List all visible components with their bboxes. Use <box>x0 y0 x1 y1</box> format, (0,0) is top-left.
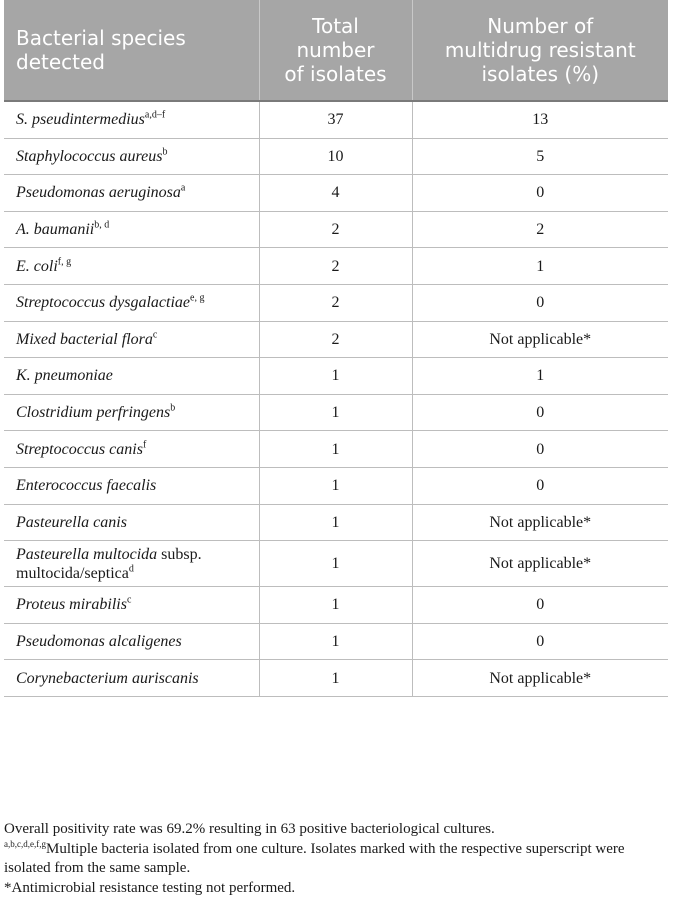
mdr-cell: Not applicable* <box>412 541 668 587</box>
table-row <box>4 321 668 358</box>
species-sup: f, g <box>57 256 72 268</box>
total-cell: 1 <box>259 394 412 431</box>
table-row <box>4 541 668 587</box>
species-name: Clostridium perfringens <box>16 404 171 422</box>
species-cell <box>4 660 259 697</box>
species-name: Enterococcus faecalis <box>16 477 157 495</box>
species-cell <box>4 101 259 138</box>
species-name: Pseudomonas alcaligenes <box>16 633 182 651</box>
species-name: Pseudomonas aeruginosa <box>16 184 181 202</box>
header-species <box>4 0 259 101</box>
table-row <box>4 101 668 138</box>
mdr-cell: 0 <box>412 175 668 212</box>
mdr-cell: 0 <box>412 394 668 431</box>
table-row <box>4 504 668 541</box>
total-cell: 2 <box>259 284 412 321</box>
mdr-cell: 2 <box>412 211 668 248</box>
species-name: K. pneumoniae <box>16 367 113 385</box>
mdr-cell: 13 <box>412 101 668 138</box>
footnote-multiple-text: Multiple bacteria isolated from one culture. Isolates marked with the respective superscript were isolated from the same sample. <box>4 840 625 876</box>
species-cell <box>4 138 259 175</box>
table-row <box>4 431 668 468</box>
species-name: Proteus mirabilis <box>16 596 127 614</box>
species-name: Corynebacterium auriscanis <box>16 669 199 687</box>
mdr-cell: 0 <box>412 467 668 504</box>
mdr-cell: 0 <box>412 587 668 624</box>
header-mdr <box>412 0 668 101</box>
species-extra: subsp. multocida/septica <box>16 545 202 582</box>
total-cell: 2 <box>259 248 412 285</box>
species-cell <box>4 394 259 431</box>
table-row <box>4 284 668 321</box>
total-cell: 2 <box>259 211 412 248</box>
table-row <box>4 587 668 624</box>
total-cell: 1 <box>259 504 412 541</box>
header-total-line: number <box>296 38 375 62</box>
species-cell <box>4 587 259 624</box>
species-name: A. baumanii <box>16 221 95 239</box>
total-cell: 1 <box>259 541 412 587</box>
total-cell: 1 <box>259 467 412 504</box>
species-cell <box>4 175 259 212</box>
footnote-multiple <box>4 840 668 879</box>
species-sup: b <box>170 402 176 414</box>
species-cell <box>4 321 259 358</box>
total-cell: 2 <box>259 321 412 358</box>
mdr-cell: 0 <box>412 623 668 660</box>
species-sup: a,d–f <box>144 109 166 121</box>
species-cell <box>4 467 259 504</box>
table-row <box>4 467 668 504</box>
table-footnotes <box>4 820 668 898</box>
table-row <box>4 248 668 285</box>
footnote-asterisk: *Antimicrobial resistance testing not performed. <box>4 879 296 896</box>
species-cell <box>4 431 259 468</box>
table-header-row <box>4 0 668 101</box>
table-row <box>4 623 668 660</box>
table-row <box>4 211 668 248</box>
species-name: Staphylococcus aureus <box>16 147 163 165</box>
species-name: Streptococcus dysgalactiae <box>16 294 191 312</box>
mdr-cell: 1 <box>412 248 668 285</box>
species-cell <box>4 504 259 541</box>
species-name: Pasteurella multocida <box>16 545 158 563</box>
header-mdr-line: Number of <box>487 14 594 38</box>
species-cell <box>4 211 259 248</box>
table-row <box>4 394 668 431</box>
header-total <box>259 0 412 101</box>
species-name: Streptococcus canis <box>16 440 143 458</box>
species-sup: a <box>180 183 186 195</box>
mdr-cell: Not applicable* <box>412 504 668 541</box>
species-sup: e, g <box>190 292 205 304</box>
species-name: Mixed bacterial flora <box>16 330 153 348</box>
table-row <box>4 175 668 212</box>
table-row <box>4 138 668 175</box>
mdr-cell: 1 <box>412 358 668 395</box>
species-sup: b, d <box>94 219 110 231</box>
species-sup: c <box>126 595 132 607</box>
mdr-cell: 0 <box>412 431 668 468</box>
footnote-multiple-sup: a,b,c,d,e,f,g <box>4 838 46 849</box>
header-species-line: Bacterial species <box>16 26 186 50</box>
header-mdr-line: multidrug resistant <box>444 38 636 62</box>
total-cell: 1 <box>259 587 412 624</box>
species-cell <box>4 541 259 587</box>
total-cell: 1 <box>259 623 412 660</box>
mdr-cell: 0 <box>412 284 668 321</box>
total-cell: 37 <box>259 101 412 138</box>
mdr-cell: Not applicable* <box>412 321 668 358</box>
species-cell <box>4 623 259 660</box>
species-cell <box>4 284 259 321</box>
header-total-line: Total <box>312 14 359 38</box>
total-cell: 1 <box>259 431 412 468</box>
total-cell: 4 <box>259 175 412 212</box>
total-cell: 1 <box>259 660 412 697</box>
species-sup: c <box>152 329 158 341</box>
species-sup: b <box>162 146 168 158</box>
table-row <box>4 358 668 395</box>
species-sup: d <box>128 563 134 575</box>
species-name: S. pseudintermedius <box>16 111 145 129</box>
species-cell <box>4 248 259 285</box>
bacteria-table <box>4 0 668 697</box>
header-species-line: detected <box>16 50 105 74</box>
header-total-line: of isolates <box>284 62 387 86</box>
table-row <box>4 660 668 697</box>
species-name: E. coli <box>16 257 58 275</box>
species-name: Pasteurella canis <box>16 513 127 531</box>
header-mdr-line: isolates (%) <box>481 62 600 86</box>
species-cell <box>4 358 259 395</box>
mdr-cell: Not applicable* <box>412 660 668 697</box>
total-cell: 10 <box>259 138 412 175</box>
footnote-positivity: Overall positivity rate was 69.2% resulting in 63 positive bacteriological cultures. <box>4 821 495 837</box>
species-sup: f <box>142 439 147 451</box>
mdr-cell: 5 <box>412 138 668 175</box>
total-cell: 1 <box>259 358 412 395</box>
